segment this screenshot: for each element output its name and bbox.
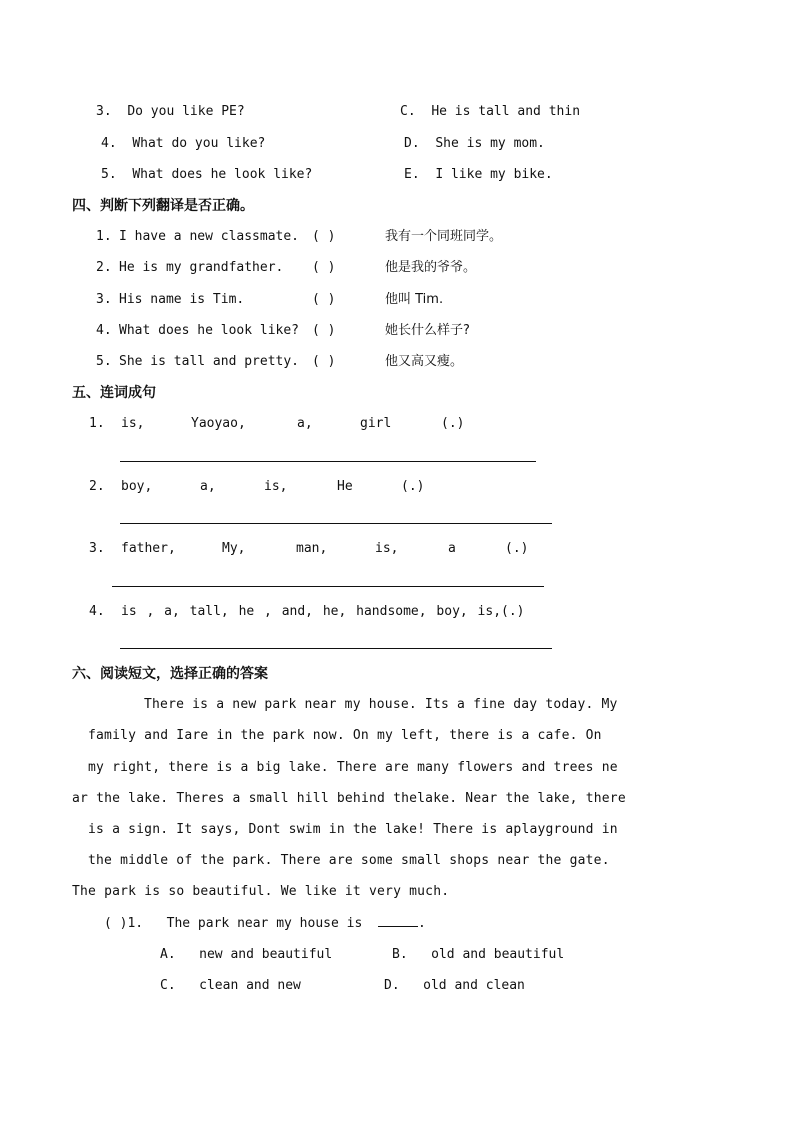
- chinese-translation: 她长什么样子?: [385, 323, 470, 338]
- match-answer-row: [404, 165, 553, 185]
- english-sentence: She is tall and pretty.: [119, 354, 300, 369]
- match-row: [96, 102, 245, 122]
- scrambled-word: a: [448, 541, 456, 556]
- answer-paren[interactable]: ( ): [312, 292, 336, 307]
- option-a[interactable]: [160, 945, 332, 965]
- answer-paren[interactable]: ( ): [312, 323, 336, 338]
- item-num: 1.: [89, 416, 105, 431]
- item-num: 4.: [89, 604, 105, 619]
- item-num: 5.: [96, 354, 112, 369]
- section-6-heading: 六、阅读短文，选择正确的答案: [72, 666, 268, 682]
- answer-line[interactable]: [120, 523, 552, 524]
- match-num: 3.: [96, 104, 112, 119]
- scrambled-word: He: [337, 479, 353, 494]
- match-question: Do you like PE?: [127, 104, 245, 119]
- passage-line: the middle of the park. There are some small shops near the gate.: [88, 853, 610, 868]
- fill-blank[interactable]: [378, 914, 418, 927]
- match-row: [101, 165, 312, 185]
- option-b[interactable]: [392, 945, 564, 965]
- answer-paren[interactable]: ( ): [312, 354, 336, 369]
- scrambled-word: man,: [296, 541, 328, 556]
- passage-line: my right, there is a big lake. There are many flowers and trees ne: [88, 760, 618, 775]
- scrambled-word: a,: [297, 416, 313, 431]
- scrambled-line: is , a, tall, he , and, he, handsome, boy, is,(.): [121, 604, 525, 619]
- match-letter: D.: [404, 136, 420, 151]
- scrambled-word: is,: [121, 416, 145, 431]
- match-answer: I like my bike.: [435, 167, 553, 182]
- answer-line[interactable]: [120, 461, 536, 462]
- match-num: 5.: [101, 167, 117, 182]
- scrambled-word: (.): [401, 479, 425, 494]
- scrambled-word: girl: [360, 416, 392, 431]
- english-sentence: His name is Tim.: [119, 292, 245, 307]
- passage-line: family and Iare in the park now. On my left, there is a cafe. On: [88, 728, 602, 743]
- scrambled-word: (.): [441, 416, 465, 431]
- section-4-heading: 四、判断下列翻译是否正确。: [72, 198, 254, 214]
- question-stem: The park near my house is: [166, 916, 363, 931]
- answer-paren[interactable]: ( )1.: [104, 916, 144, 931]
- chinese-translation: 他是我的爷爷。: [385, 260, 477, 275]
- scrambled-word: (.): [505, 541, 529, 556]
- question-end: .: [417, 916, 426, 931]
- scrambled-word: father,: [121, 541, 176, 556]
- passage-line: ar the lake. Theres a small hill behind thelake. Near the lake, there: [72, 791, 626, 806]
- passage-line: The park is so beautiful. We like it very much.: [72, 884, 450, 899]
- scrambled-word: is,: [375, 541, 399, 556]
- scrambled-word: Yaoyao,: [191, 416, 246, 431]
- passage-line: is a sign. It says, Dont swim in the lake! There is aplayground in: [88, 822, 618, 837]
- match-answer-row: [404, 134, 545, 154]
- match-row: [101, 134, 265, 154]
- match-letter: C.: [400, 104, 416, 119]
- option-d[interactable]: [384, 976, 525, 996]
- english-sentence: He is my grandfather.: [119, 260, 284, 275]
- match-answer: She is my mom.: [435, 136, 545, 151]
- item-num: 4.: [96, 323, 112, 338]
- answer-line[interactable]: [112, 586, 544, 587]
- answer-line[interactable]: [120, 648, 552, 649]
- option-letter: A.: [160, 947, 176, 962]
- scrambled-word: is,: [264, 479, 288, 494]
- section-5-heading: 五、连词成句: [72, 385, 156, 401]
- question-stem-row: [104, 914, 426, 934]
- match-num: 4.: [101, 136, 117, 151]
- chinese-translation: 他又高又瘦。: [385, 354, 464, 369]
- match-question: What does he look like?: [132, 167, 313, 182]
- option-letter: B.: [392, 947, 408, 962]
- match-answer-row: [400, 102, 580, 122]
- english-sentence: What does he look like?: [119, 323, 300, 338]
- item-num: 2.: [96, 260, 112, 275]
- option-letter: D.: [384, 978, 400, 993]
- item-num: 3.: [89, 541, 105, 556]
- english-sentence: I have a new classmate.: [119, 229, 300, 244]
- match-answer: He is tall and thin: [431, 104, 581, 119]
- option-text: clean and new: [199, 978, 301, 993]
- passage-line: There is a new park near my house. Its a fine day today. My: [144, 697, 618, 712]
- scrambled-word: a,: [200, 479, 216, 494]
- option-text: old and beautiful: [431, 947, 565, 962]
- chinese-translation: 我有一个同班同学。: [385, 229, 503, 244]
- match-letter: E.: [404, 167, 420, 182]
- answer-paren[interactable]: ( ): [312, 229, 336, 244]
- item-num: 2.: [89, 479, 105, 494]
- answer-paren[interactable]: ( ): [312, 260, 336, 275]
- match-question: What do you like?: [132, 136, 266, 151]
- option-letter: C.: [160, 978, 176, 993]
- option-c[interactable]: [160, 976, 301, 996]
- scrambled-word: My,: [222, 541, 246, 556]
- option-text: old and clean: [423, 978, 525, 993]
- item-num: 1.: [96, 229, 112, 244]
- item-num: 3.: [96, 292, 112, 307]
- option-text: new and beautiful: [199, 947, 333, 962]
- chinese-translation: 他叫 Tim.: [385, 292, 444, 307]
- scrambled-word: boy,: [121, 479, 153, 494]
